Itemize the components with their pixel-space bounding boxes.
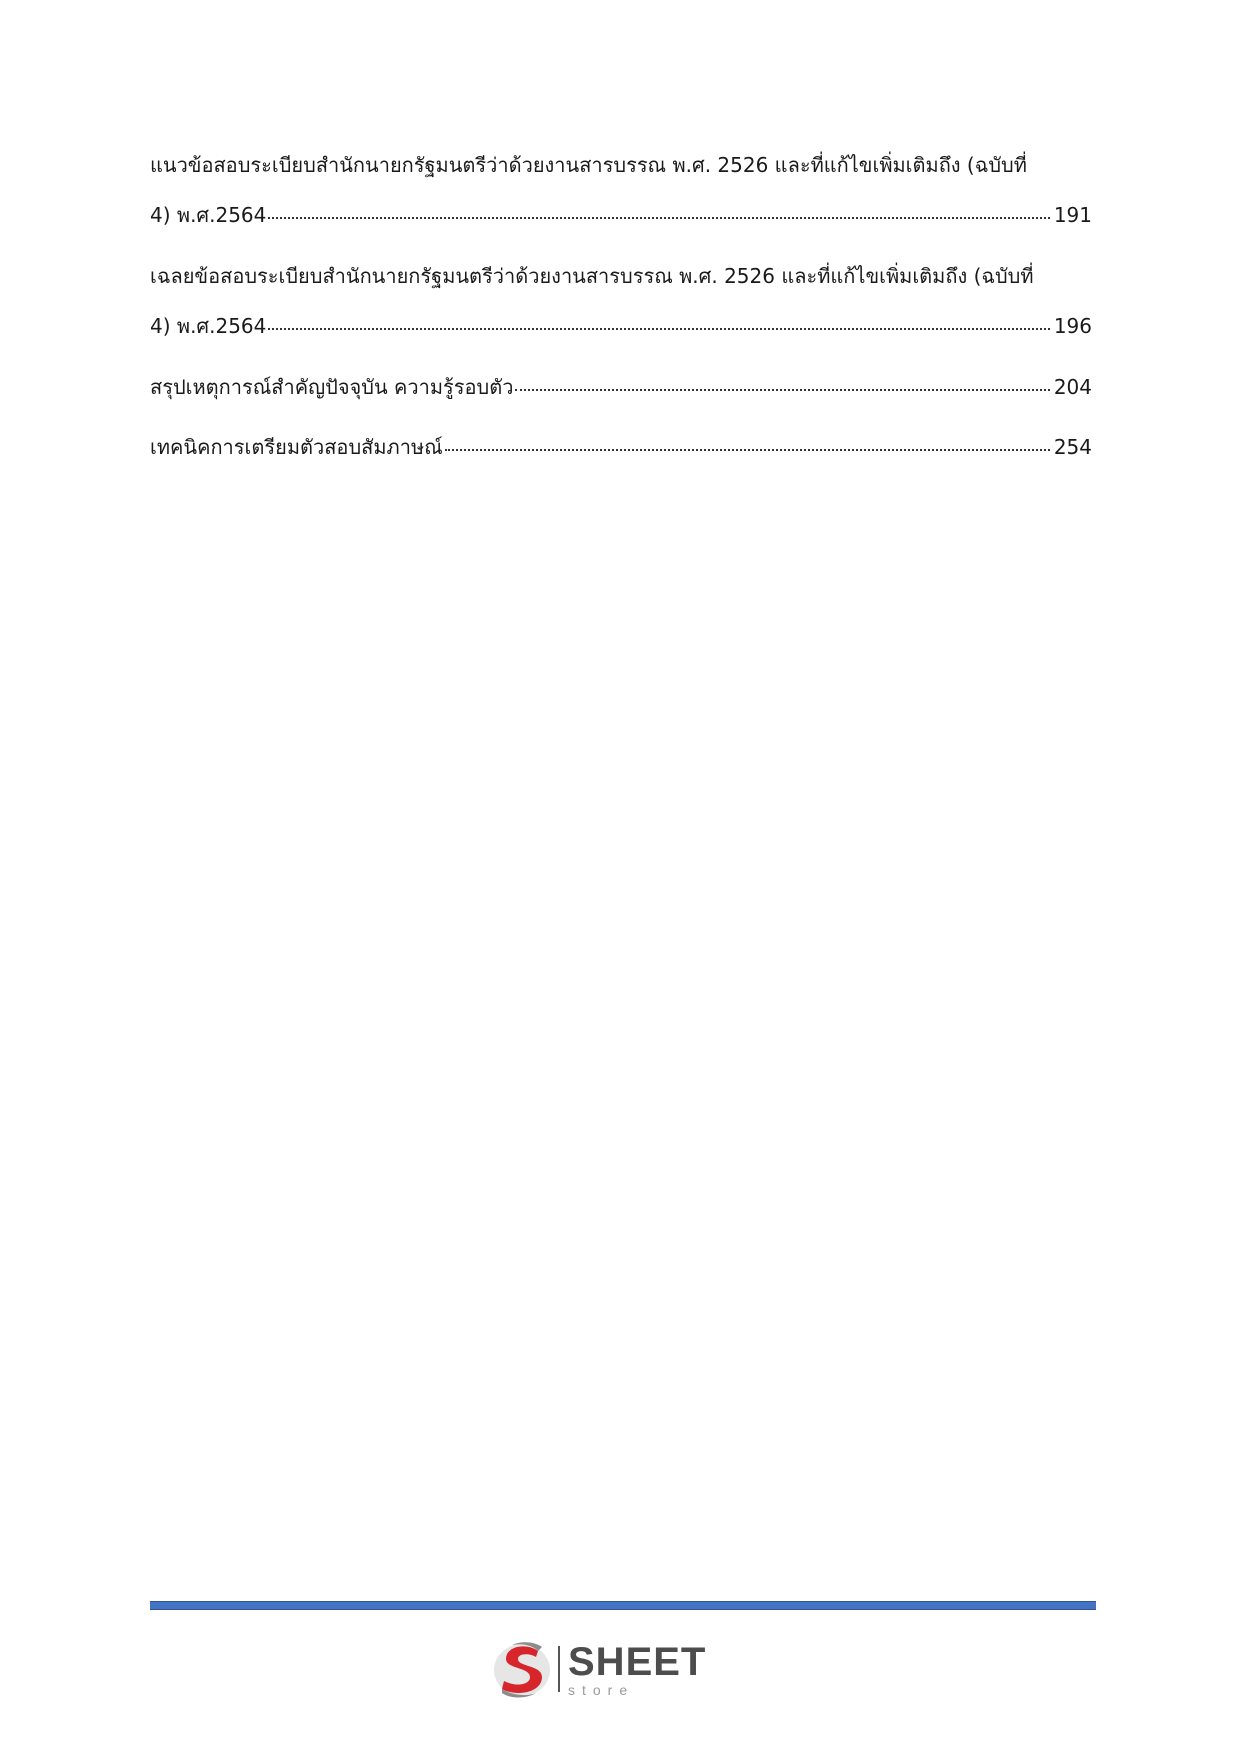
toc-page-number: 196 bbox=[1053, 314, 1092, 338]
toc-entry-title-cont: 4) พ.ศ.2564 bbox=[150, 314, 267, 338]
toc-entry-current-events[interactable] bbox=[150, 362, 1092, 412]
toc-page-number: 204 bbox=[1053, 375, 1092, 399]
dot-leader bbox=[445, 434, 1050, 454]
sheet-store-s-icon bbox=[490, 1637, 554, 1701]
footer-rule bbox=[150, 1601, 1096, 1610]
toc-page-number: 191 bbox=[1053, 203, 1092, 227]
toc-entry-title: เทคนิคการเตรียมตัวสอบสัมภาษณ์ bbox=[150, 435, 443, 459]
toc-entry-regulation-answers[interactable] bbox=[150, 251, 1092, 351]
toc-entry-title: เฉลยข้อสอบระเบียบสำนักนายกรัฐมนตรีว่าด้วยงานสารบรรณ พ.ศ. 2526 และที่แก้ไขเพิ่มเติมถึง (ฉบับที่ bbox=[150, 264, 1034, 288]
logo-divider bbox=[558, 1646, 560, 1692]
table-of-contents bbox=[150, 140, 1092, 482]
logo-wordmark: SHEET bbox=[568, 1639, 707, 1684]
toc-entry-regulation-exam[interactable] bbox=[150, 140, 1092, 240]
dot-leader bbox=[515, 374, 1049, 394]
toc-entry-title: สรุปเหตุการณ์สำคัญปัจจุบัน ความรู้รอบตัว bbox=[150, 375, 514, 399]
dot-leader bbox=[268, 202, 1049, 222]
sheet-store-logo bbox=[490, 1637, 710, 1701]
toc-entry-title-cont: 4) พ.ศ.2564 bbox=[150, 203, 267, 227]
logo-subtitle: store bbox=[568, 1681, 635, 1698]
toc-entry-title: แนวข้อสอบระเบียบสำนักนายกรัฐมนตรีว่าด้วยงานสารบรรณ พ.ศ. 2526 และที่แก้ไขเพิ่มเติมถึง (ฉบับที่ bbox=[150, 153, 1027, 177]
toc-page-number: 254 bbox=[1053, 435, 1092, 459]
toc-entry-interview-techniques[interactable] bbox=[150, 422, 1092, 472]
dot-leader bbox=[268, 313, 1049, 333]
